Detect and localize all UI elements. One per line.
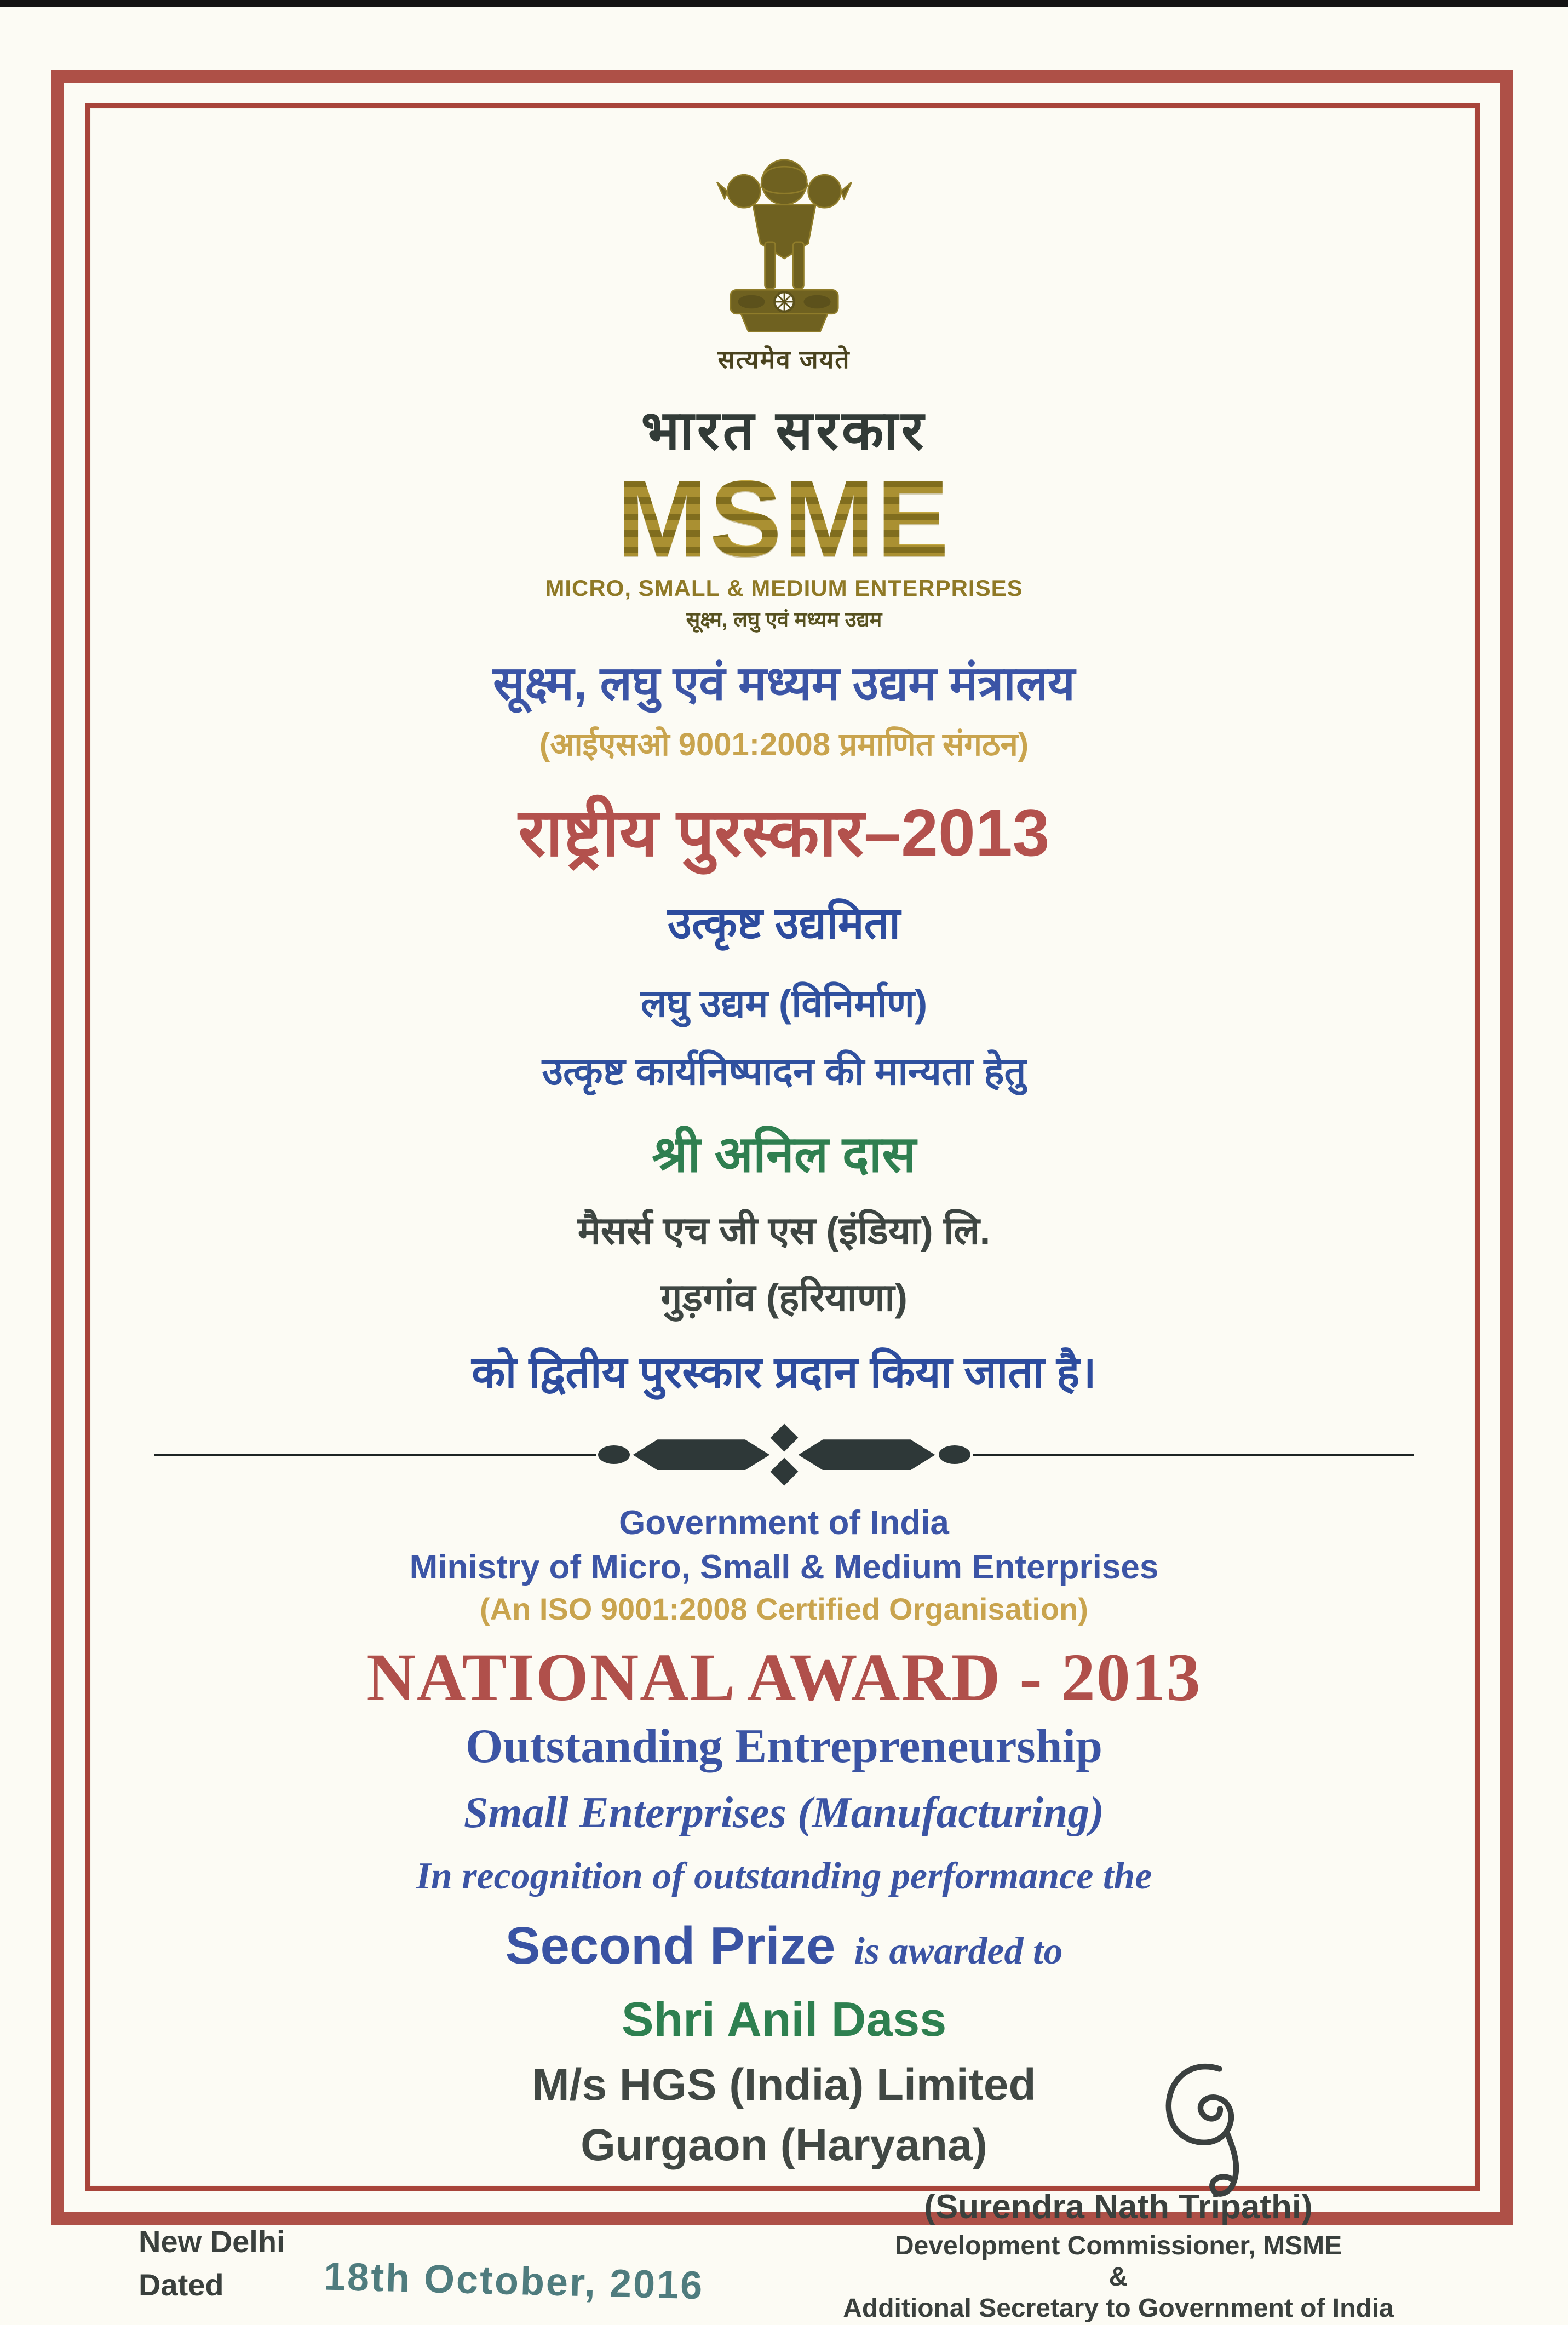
recognition-line-english: In recognition of outstanding performance the [416, 1855, 1152, 1898]
company-name-hindi: मैसर्स एच जी एस (इंडिया) लि. [577, 1209, 991, 1253]
divider-diamond-left [633, 1439, 770, 1470]
award-subcategory-hindi: लघु उद्यम (विनिर्माण) [640, 982, 928, 1025]
award-subcategory-english: Small Enterprises (Manufacturing) [463, 1789, 1105, 1838]
msme-caption-english: MICRO, SMALL & MEDIUM ENTERPRISES [545, 575, 1023, 601]
government-of-india-hindi: भारत सरकार [641, 400, 927, 461]
award-category-english: Outstanding Entrepreneurship [465, 1720, 1103, 1773]
prize-line [506, 1916, 1063, 1976]
signatory-name: (Surendra Nath Tripathi) [924, 2188, 1313, 2226]
signatory-title-2: Additional Secretary to Government of India [843, 2294, 1394, 2323]
signature-mark [1146, 2056, 1272, 2198]
award-title-hindi: राष्ट्रीय पुरस्कार–2013 [518, 795, 1050, 870]
government-of-india-english: Government of India [619, 1504, 949, 1542]
dated-label: Dated [139, 2267, 224, 2303]
recognition-line-hindi: उत्कृष्ट कार्यनिष्पादन की मान्यता हेतु [542, 1050, 1026, 1093]
ministry-name-english: Ministry of Micro, Small & Medium Enterprises [409, 1548, 1159, 1587]
company-location-hindi: गुड़गांव (हरियाणा) [660, 1276, 908, 1319]
divider-ellipse-right [939, 1445, 970, 1464]
msme-logo: MSME [617, 458, 951, 579]
emblem-block [702, 152, 866, 376]
award-category-hindi: उत्कृष्ट उद्यमिता [668, 899, 900, 948]
award-title-english: NATIONAL AWARD - 2013 [366, 1640, 1202, 1715]
signatory-title-1: Development Commissioner, MSME [894, 2231, 1342, 2261]
date-stamp: 18th October, 2016 [323, 2254, 705, 2308]
iso-line-english: (An ISO 9001:2008 Certified Organisation) [480, 1592, 1088, 1627]
divider-diamond-right [799, 1439, 935, 1470]
award-statement-hindi: को द्वितीय पुरस्कार प्रदान किया जाता है। [472, 1348, 1096, 1397]
place-date-block [139, 2224, 285, 2303]
emblem-motto: सत्यमेव जयते [717, 345, 851, 374]
company-location-english: Gurgaon (Haryana) [581, 2120, 987, 2171]
footer-region [88, 2171, 1480, 2325]
lion-capital-emblem [702, 152, 866, 336]
awardee-name-english: Shri Anil Dass [621, 1992, 947, 2047]
signatory-block [817, 2188, 1420, 2323]
ornamental-divider [154, 1428, 1414, 1482]
place-label: New Delhi [139, 2224, 285, 2259]
ministry-name-hindi: सूक्ष्म, लघु एवं मध्यम उद्यम मंत्रालय [493, 657, 1075, 710]
prize-name: Second Prize [505, 1916, 836, 1976]
divider-line-right [973, 1454, 1414, 1456]
company-name-english: M/s HGS (India) Limited [532, 2060, 1036, 2110]
divider-center-diamonds [774, 1428, 794, 1482]
divider-ellipse-left [598, 1445, 630, 1464]
signatory-ampersand: & [1108, 2263, 1128, 2292]
certificate-content [88, 106, 1480, 2323]
msme-caption-hindi: सूक्ष्म, लघु एवं मध्यम उद्यम [686, 608, 882, 632]
awardee-name-hindi: श्री अनिल दास [652, 1127, 916, 1183]
iso-line-hindi: (आईएसओ 9001:2008 प्रमाणित संगठन) [539, 727, 1029, 763]
scan-edge [0, 0, 1568, 7]
prize-suffix: is awarded to [854, 1930, 1063, 1973]
divider-line-left [154, 1454, 596, 1456]
